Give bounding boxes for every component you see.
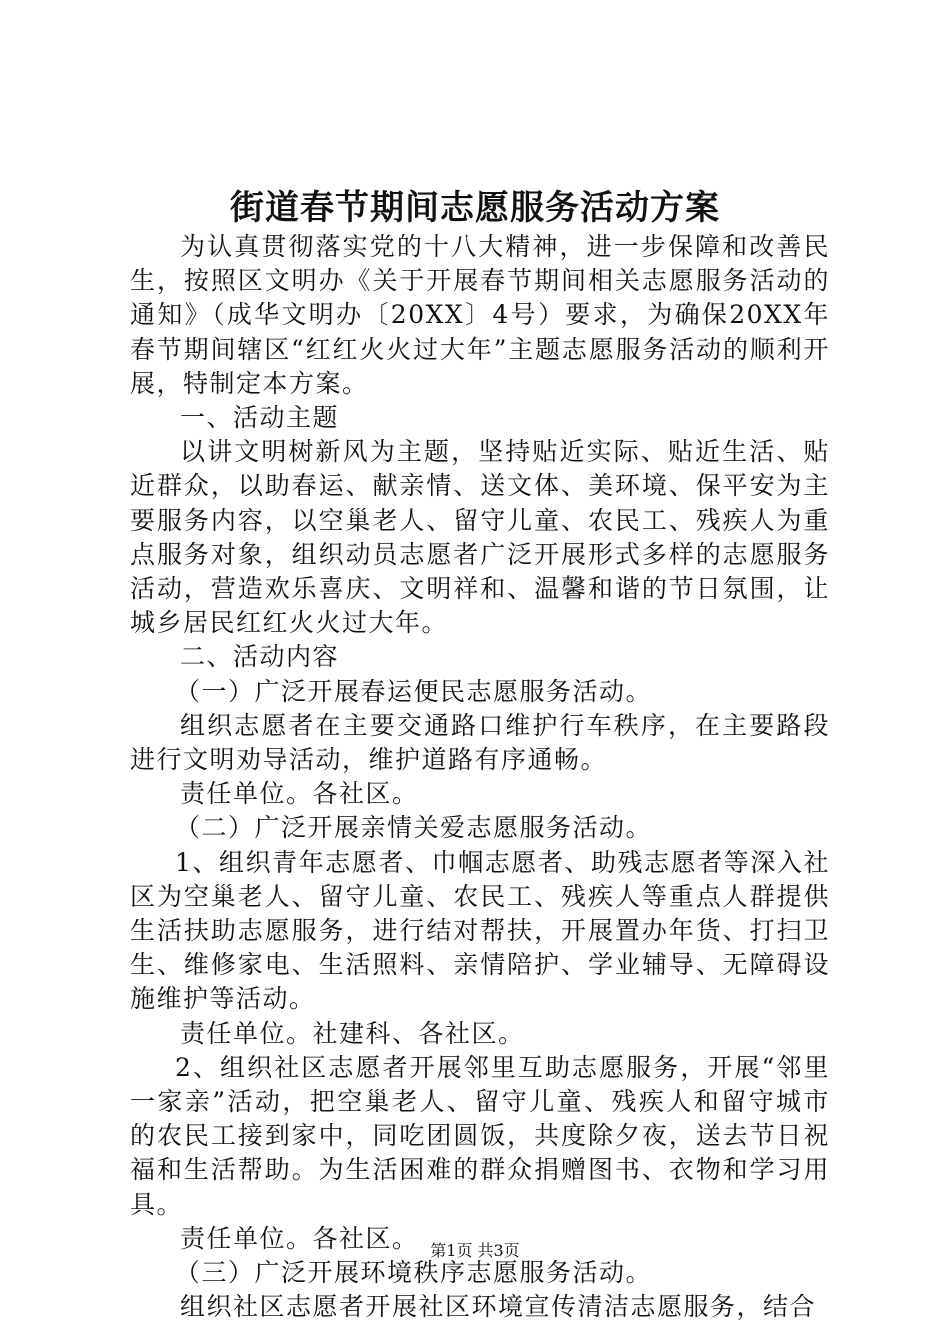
section-heading-content: 二、活动内容 (180, 642, 340, 672)
theme-paragraph: 以讲文明树新风为主题，坚持贴近实际、贴近生活、贴近群众，以助春运、献亲情、送文体、美环境、保平安为主要服务内容，以空巢老人、留守儿童、农民工、残疾人为重点服务对象，组织动员志愿者广泛开展形式多样的志愿服务活动，营造欢乐喜庆、文明祥和、温馨和谐的节日氛围，让城乡居民红红火火过大年。 (130, 437, 830, 638)
document-body (130, 230, 830, 1325)
responsible-unit-2: 责任单位。社建科、各社区。 (180, 1018, 525, 1048)
subsection-1-paragraph: 组织志愿者在主要交通路口维护行车秩序，在主要路段进行文明劝导活动，维护道路有序通畅。 (130, 710, 830, 775)
intro-paragraph: 为认真贯彻落实党的十八大精神，进一步保障和改善民生，按照区文明办《关于开展春节期间相关志愿服务活动的通知》（成华文明办〔20XX〕4号）要求，为确保20XX年春节期间辖区“红红火火过大年”主题志愿服务活动的顺利开展，特制定本方案。 (130, 232, 830, 398)
section-heading-theme: 一、活动主题 (180, 403, 340, 433)
document-title: 街道春节期间志愿服务活动方案 (230, 188, 720, 228)
subsection-2-item-2: 2、组织社区志愿者开展邻里互助志愿服务，开展“邻里一家亲”活动，把空巢老人、留守儿童、残疾人和留守城市的农民工接到家中，同吃团圆饭，共度除夕夜，送去节日祝福和生活帮助。为生活困难的群众捐赠图书、衣物和学习用具。 (130, 1052, 830, 1219)
responsible-unit-1: 责任单位。各社区。 (180, 779, 419, 809)
subsection-heading-3: （三）广泛开展环境秩序志愿服务活动。 (175, 1258, 653, 1288)
subsection-heading-2: （二）广泛开展亲情关爱志愿服务活动。 (175, 813, 653, 843)
responsible-unit-3: 责任单位。各社区。 (180, 1223, 419, 1253)
subsection-2-item-1: 1、组织青年志愿者、巾帼志愿者、助残志愿者等深入社区为空巢老人、留守儿童、农民工、残疾人等重点人群提供生活扶助志愿服务，进行结对帮扶，开展置办年货、打扫卫生、维修家电、生活照料、亲情陪护、学业辅导、无障碍设施维护等活动。 (130, 847, 830, 1014)
subsection-3-paragraph: 组织社区志愿者开展社区环境宣传清洁志愿服务，结合 (180, 1292, 817, 1322)
subsection-heading-1: （一）广泛开展春运便民志愿服务活动。 (175, 676, 653, 706)
page-footer: 第1页 共3页 (430, 1241, 520, 1260)
